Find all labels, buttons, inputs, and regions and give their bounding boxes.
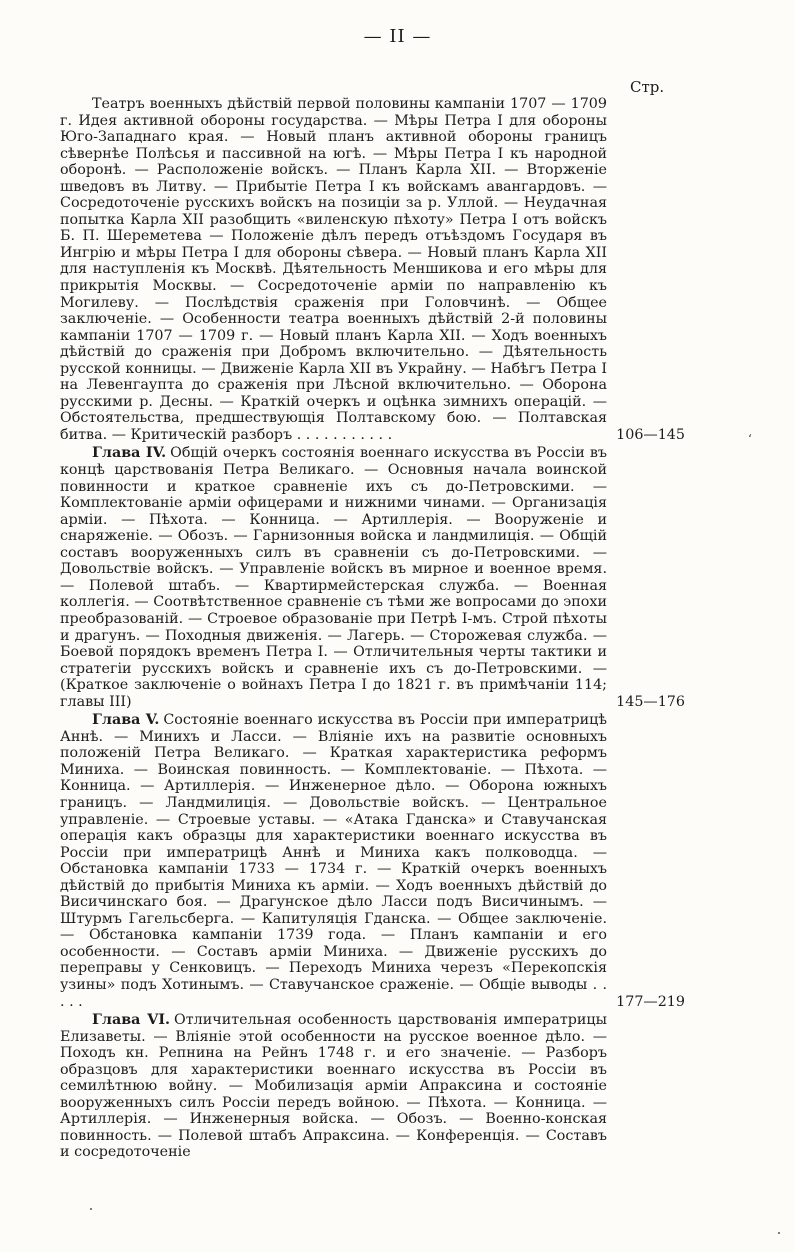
toc-entry-text: Общій очеркъ состоянія военнаго искусства въ Россіи въ концѣ царствованія Петра Великаго. — Основныя начала воинской повинности и краткое сравненіе ихъ съ до-Петровскими. — Комплектованіе арміи офицерами и нижними чинами. — Организація арміи. — Пѣхота. — Конница. — Артиллерія. — Вооруженіе и снаряженіе. — Обозъ. — Гарнизонныя войска и ландмилиція. — Общій составъ вооруженныхъ силъ въ сравненіи съ до-Петровскими. — Довольствіе войскъ. — Управленіе войскъ въ мирное и военное время. — Полевой штабъ. — Квартирмейстерская служба. — Военная коллегія. — Соотвѣтственное сравненіе съ тѣми же вопросами до эпохи преобразованій. — Строевое образованіе при Петрѣ I-мъ. Строй пѣхоты и драгунъ. — Походныя движенія. — Лагерь. — Сторожевая служба. — Боевой порядокъ временъ Петра I. — Отличительныя черты тактики и стратегіи русскихъ войскъ и сравненіе ихъ съ до-Петровскими. — (Краткое заключеніе о войнахъ Петра I до 1821 г. въ примѣчаніи 114; главы III) [60, 445, 607, 710]
toc-entry-pages: 106—145 [616, 426, 685, 443]
margin-mark: ‘ [748, 432, 752, 446]
toc-entry [60, 1012, 685, 1161]
table-of-contents [60, 96, 685, 1163]
chapter-heading: Глава V. [92, 712, 160, 729]
toc-entry-text: Театръ военныхъ дѣйствій первой половины кампаніи 1707 — 1709 г. Идея активной обороны государства. — Мѣры Петра I для обороны Юго-Западнаго края. — Новый планъ активной обороны границъ сѣвернѣе Полѣсья и пассивной на югѣ. — Мѣры Петра I къ народной оборонѣ. — Расположеніе войскъ. — Планъ Карла XII. — Вторженіе шведовъ въ Литву. — Прибытіе Петра I къ войскамъ авангардовъ. — Сосредоточеніе русскихъ войскъ на позиціи за р. Уллой. — Неудачная попытка Карла XII разобщить «виленскую пѣхоту» Петра I отъ войскъ Б. П. Шереметева — Положеніе дѣлъ передъ отъѣздомъ Государя въ Ингрію и мѣры Петра I для обороны сѣвера. — Новый планъ Карла XII для наступленія къ Москвѣ. Дѣятельность Меншикова и его мѣры для прикрытія Москвы. — Сосредоточеніе арміи по направленію къ Могилеву. — Послѣдствія сраженія при Головчинѣ. — Общее заключеніе. — Особенности театра военныхъ дѣйствій 2-й половины кампаніи 1707 — 1709 г. — Новый планъ Карла XII. — Ходъ военныхъ дѣйствій до сраженія при Добромъ включительно. — Дѣятельность русской конницы. — Движеніе Карла XII въ Украйну. — Набѣгъ Петра I на Левенгаупта до сраженія при Лѣсной включительно. — Оборона русскими р. Десны. — Краткій очеркъ и оцѣнка зимнихъ операцій. — Обстоятельства, предшествующія Полтавскому бою. — Полтавская битва. — Критическій разборъ . . . . . . . . . . . [60, 96, 607, 443]
chapter-heading: Глава VI. [92, 1012, 170, 1029]
paper-speck [90, 1208, 92, 1210]
toc-entry [60, 445, 685, 710]
paper-speck [778, 1232, 780, 1234]
toc-entry-pages: 145—176 [616, 693, 685, 710]
toc-entry [60, 96, 685, 443]
chapter-heading: Глава IV. [92, 445, 167, 462]
toc-entry-text: Отличительная особенность царствованія императрицы Елизаветы. — Вліяніе этой особенности на русское военное дѣло. — Походъ кн. Репнина на Рейнъ 1748 г. и его значеніе. — Разборъ образцовъ для характеристики военнаго искусства въ Россіи въ семилѣтнюю войну. — Мобилизація арміи Апраксина и состояніе вооруженныхъ силъ Россіи передъ войною. — Пѣхота. — Конница. — Артиллерія. — Инженерныя войска. — Обозъ. — Военно-конская повинность. — Полевой штабъ Апраксина. — Конференція. — Составъ и сосредоточеніе [60, 1012, 607, 1161]
toc-entry-text: Состояніе военнаго искусства въ Россіи при императрицѣ Аннѣ. — Минихъ и Ласси. — Вліяніе ихъ на развитіе основныхъ положеній Петра Великаго. — Краткая характеристика реформъ Миниха. — Воинская повинность. — Комплектованіе. — Пѣхота. — Конница. — Артиллерія. — Инженерное дѣло. — Оборона южныхъ границъ. — Ландмилиція. — Довольствіе войскъ. — Центральное управленіе. — Строевые уставы. — «Атака Гданска» и Ставучанская операція какъ образцы для характеристики военнаго искусства въ Россіи при императрицѣ Аннѣ и Миниха какъ полководца. — Обстановка кампаніи 1733 — 1734 г. — Краткій очеркъ военныхъ дѣйствій до прибытія Миниха къ арміи. — Ходъ военныхъ дѣйствій до Висичинскаго боя. — Драгунское дѣло Ласси подъ Висичинымъ. — Штурмъ Гагельсберга. — Капитуляція Гданска. — Общее заключеніе. — Обстановка кампаніи 1739 года. — Планъ кампаніи и его особенности. — Составъ арміи Миниха. — Движеніе русскихъ до переправы у Сенковицъ. — Переходъ Миниха черезъ «Перекопскія узины» подъ Хотинымъ. — Ставучанское сраженіе. — Общіе выводы . . . . . [60, 712, 607, 1010]
toc-entry-pages: 177—219 [616, 993, 685, 1010]
page-folio: — II — [363, 26, 432, 47]
page-column-header: Стр. [630, 78, 665, 96]
toc-entry [60, 712, 685, 1010]
